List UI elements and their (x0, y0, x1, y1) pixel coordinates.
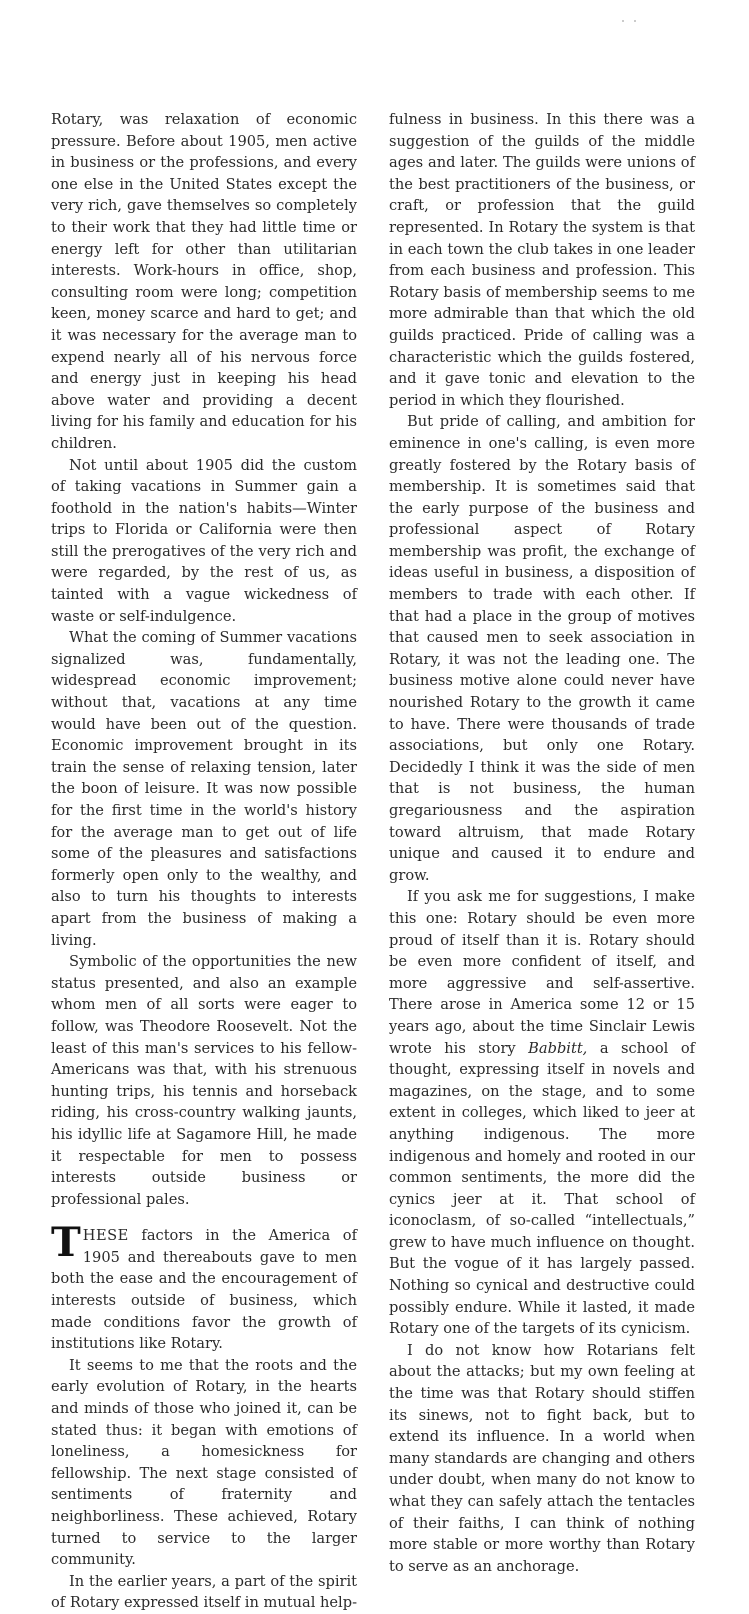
paragraph: What the coming of Summer vacations signalized was, fundamentally, widespread economic improvement; without that, vacations at any time would have been out of the question. Economic improvement brought in its train the sense of relaxing tension, later the boon of leisure. It was now possible for the first time in the world's history for the average man to get out of life some of the pleasures and satisfactions formerly open only to the wealthy, and also to turn his thoughts to interests apart from the business of making a living. (51, 629, 357, 949)
paragraph: Rotary, was relaxation of economic pressure. Before about 1905, men active in business or the professions, and every one else in the United States except the very rich, gave themselves so completely to their work that they had little time or energy left for other than utilitarian interests. Work-hours in office, shop, consulting room were long; competition keen, money scarce and hard to get; and it was necessary for the average man to expend nearly all of his nervous force and energy just in keeping his head above water and providing a decent living for his family and education for his children. (51, 111, 357, 452)
paragraph: I do not know how Rotarians felt about the attacks; but my own feeling at the time was that Rotary should stiffen its sinews, not to fight back, but to extend its influence. In a world when many standards are changing and others under doubt, when many do not know to what they can safely attach the tentacles of their faiths, I can think of nothing more stable or more worthy than Rotary to serve as an anchorage. (389, 1341, 695, 1575)
drop-cap: T (51, 1219, 81, 1267)
paragraph-text: If you ask me for suggestions, I make this one: Rotary should be even more proud of itself than it is. Rotary should be even more confident of itself, and more aggressive and self-assertive. There arose in America some 12 or 15 years ago, about the time Sinclair Lewis wrote his story (389, 888, 695, 1057)
paragraph-text: factors in the America of 1905 and thereabouts gave to men both the ease and the encouragement of interests outside of business, which made conditions favor the growth of institutions like Rotary. (51, 1227, 357, 1353)
left-column (51, 109, 357, 1614)
small-caps-lead: HESE (82, 1227, 129, 1245)
paragraph: It seems to me that the roots and the early evolution of Rotary, in the hearts and minds of those who joined it, can be stated thus: it began with emotions of loneliness, a homesickness for fellowship. The next stage consisted of sentiments of fraternity and neighborliness. These achieved, Rotary turned to service to the larger community. (51, 1356, 357, 1569)
paragraph-dropcap (51, 1219, 357, 1355)
book-title: Babbitt, (528, 1039, 588, 1057)
print-speck (634, 20, 636, 22)
paragraph: Symbolic of the opportunities the new status presented, and also an example whom men of all sorts were eager to follow, was Theodore Roosevelt. Not the least of this man's services to his fellow-Americans was that, with his strenuous hunting trips, his tennis and horseback riding, his cross-country walking jaunts, his idyllic life at Sagamore Hill, he made it respectable for men to possess interests outside business or professional pales. (51, 953, 357, 1208)
paragraph: In the earlier years, a part of the spirit of Rotary expressed itself in mutual help- (51, 1572, 357, 1612)
paragraph: Not until about 1905 did the custom of taking vacations in Summer gain a foothold in the nation's habits—Winter trips to Florida or California were then still the prerogatives of the very rich and were regarded, by the rest of us, as tainted with a vague wickedness of waste or self-indulgence. (51, 456, 357, 625)
paragraph: But pride of calling, and ambition for eminence in one's calling, is even more greatly fostered by the Rotary basis of membership. It is sometimes said that the early purpose of the business and professional aspect of Rotary membership was profit, the exchange of ideas useful in business, a disposition of members to trade with each other. If that had a place in the group of motives that caused men to seek association in Rotary, it was not the leading one. The business motive alone could never have nourished Rotary to the growth it came to have. There were thousands of trade associations, but only one Rotary. Decidedly I think it was the side of men that is not business, the human gregariousness and the aspiration toward altruism, that made Rotary unique and caused it to endure and grow. (389, 413, 695, 884)
paragraph: fulness in business. In this there was a suggestion of the guilds of the middle ages and later. The guilds were unions of the best practitioners of the business, or craft, or profession that the guild represented. In Rotary the system is that in each town the club takes in one leader from each business and profession. This Rotary basis of membership seems to me more admirable than that which the old guilds practiced. Pride of calling was a characteristic which the guilds fostered, and it gave tonic and elevation to the period in which they flourished. (389, 111, 695, 409)
print-speck (622, 20, 624, 22)
paragraph-text: a school of thought, expressing itself in novels and magazines, on the stage, and to some extent in colleges, which liked to jeer at anything indigenous. The more indigenous and homely and rooted in our common sentiments, the more did the cynics jeer at it. That school of iconoclasm, of so-called “intellectuals,” grew to have much influence on thought. But the vogue of it has largely passed. Nothing so cynical and destructive could possibly endure. While it lasted, it made Rotary one of the targets of its cynicism. (389, 1039, 696, 1338)
paragraph (389, 886, 695, 1339)
right-column (389, 109, 695, 1577)
